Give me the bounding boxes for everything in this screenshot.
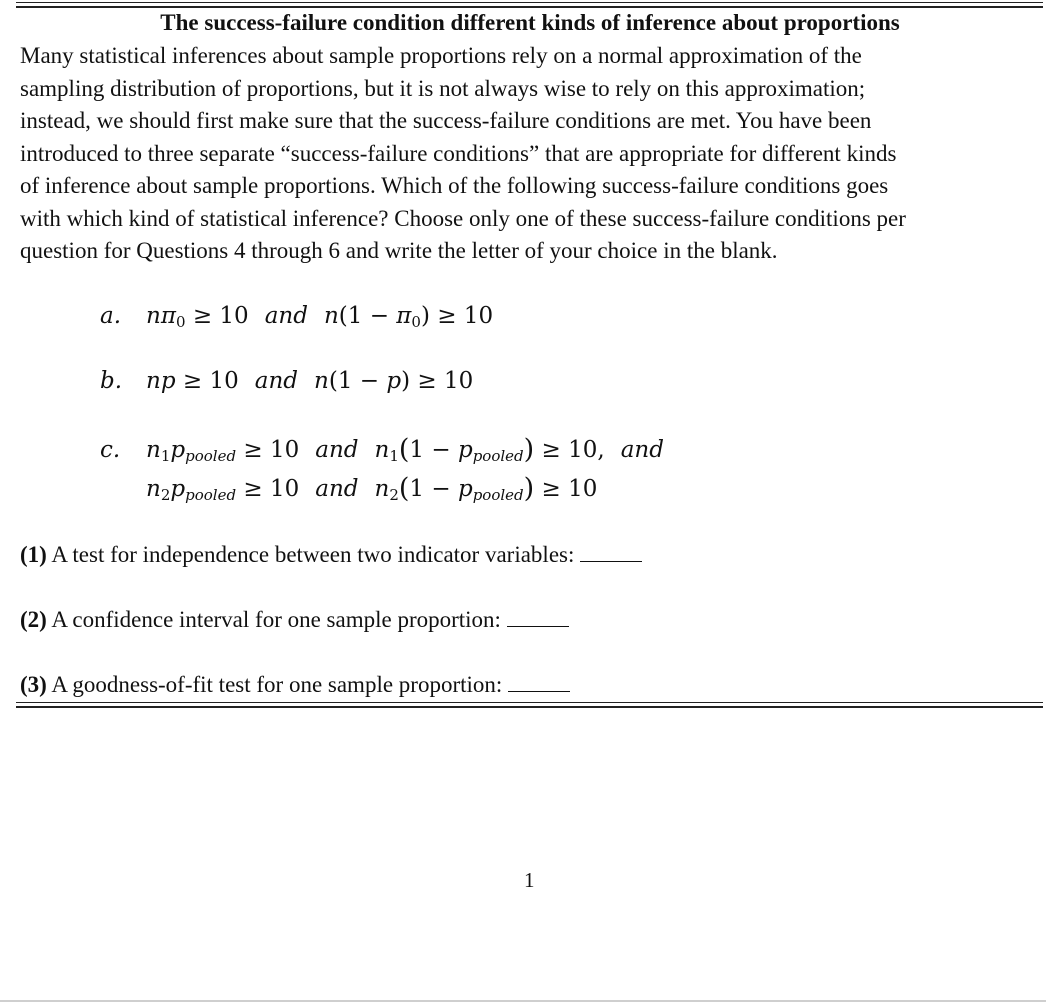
math-var-pi: π — [160, 303, 176, 329]
math-subscript: 1 — [389, 447, 399, 465]
question-2 — [20, 605, 569, 635]
math-number: 10 — [568, 476, 598, 502]
math-var-n: n — [314, 368, 329, 394]
math-var-n: n — [374, 476, 390, 502]
math-var-n: n — [374, 437, 390, 463]
math-geq: ≥ — [541, 476, 561, 502]
math-number: 1 — [409, 437, 425, 463]
math-number: 10 — [269, 476, 300, 502]
page-number: 1 — [524, 868, 535, 892]
paragraph-line: question for Questions 4 through 6 and write the letter of your choice in the blank. — [20, 238, 778, 263]
math-var-n: n — [323, 303, 339, 329]
top-double-rule — [16, 2, 1043, 8]
math-subscript-pooled: pooled — [472, 447, 524, 465]
math-geq: ≥ — [417, 368, 437, 394]
question-text: A test for independence between two indicator variables: — [51, 542, 575, 567]
question-1 — [20, 540, 642, 570]
math-geq: ≥ — [243, 437, 263, 463]
math-and: and — [264, 303, 308, 329]
math-subscript: 0 — [411, 313, 421, 331]
math-var-p: p — [170, 476, 186, 502]
option-c-line-1: c. $n_1p_{pooled} \ge 10$ and $n_1(1 - p_{pooled}) \ge 10$, and — [100, 434, 664, 465]
math-and: and — [315, 437, 359, 463]
option-b: b. np ≥ 10 and n(1 − p) ≥ 10 — [100, 368, 474, 394]
math-var-p: p — [160, 368, 176, 394]
math-and: and — [620, 437, 664, 463]
math-number: 10 — [463, 303, 494, 329]
math-and: and — [315, 476, 359, 502]
instructions-paragraph — [20, 40, 1042, 268]
question-number: (1) — [20, 542, 47, 567]
paragraph-line: with which kind of statistical inference? Choose only one of these success-failure conditions per — [20, 205, 906, 231]
math-number: 1 — [347, 303, 363, 329]
math-geq: ≥ — [243, 476, 263, 502]
answer-blank[interactable] — [580, 541, 642, 562]
math-subscript-pooled: pooled — [185, 486, 237, 504]
option-c-line-2: $n_2p_{pooled} \ge 10$ and $n_2(1 - p_{pooled}) \ge 10$ — [146, 473, 598, 504]
math-number: 1 — [409, 476, 425, 502]
question-number: (2) — [20, 607, 47, 632]
math-geq: ≥ — [192, 303, 213, 329]
paragraph-line: instead, we should first make sure that the success-failure conditions are met. You have been — [20, 108, 872, 133]
answer-blank[interactable] — [507, 606, 569, 627]
answer-blank[interactable] — [508, 671, 570, 692]
question-text: A goodness-of-fit test for one sample proportion: — [51, 672, 503, 697]
math-geq: ≥ — [182, 368, 203, 394]
question-number: (3) — [20, 672, 47, 697]
math-geq: ≥ — [541, 437, 561, 463]
math-subscript: 2 — [160, 486, 171, 504]
math-and: and — [254, 368, 298, 394]
math-number: 10 — [568, 437, 598, 463]
math-var-p: p — [170, 437, 186, 463]
math-minus: − — [359, 368, 380, 394]
math-minus: − — [369, 303, 389, 329]
section-end-double-rule — [16, 702, 1043, 708]
math-number: 10 — [209, 368, 239, 394]
option-a-letter: a. — [100, 303, 122, 329]
option-a: a. $n\pi_0 \ge 10$ and $n(1 - \pi_0) \ge 10$ — [100, 303, 494, 331]
paragraph-line: introduced to three separate “success-failure conditions” that are appropriate for different kinds — [20, 140, 897, 166]
math-var-p: p — [457, 437, 473, 463]
question-3 — [20, 670, 570, 700]
math-var-p: p — [386, 368, 402, 394]
math-var-pi: π — [396, 303, 412, 329]
math-subscript-pooled: pooled — [472, 486, 524, 504]
math-subscript: 2 — [389, 486, 399, 504]
math-geq: ≥ — [437, 303, 457, 329]
math-number: 1 — [337, 368, 353, 394]
paragraph-line: of inference about sample proportions. Which of the following success-failure conditions goes — [20, 173, 889, 198]
math-var-n: n — [146, 437, 161, 463]
page-bottom-edge — [0, 1000, 1046, 1002]
math-subscript: 0 — [175, 313, 186, 331]
math-number: 10 — [269, 437, 300, 463]
math-subscript-pooled: pooled — [185, 447, 237, 465]
math-number: 10 — [443, 368, 474, 394]
option-c-letter: c. — [100, 437, 121, 463]
math-var-n: n — [146, 476, 161, 502]
math-var-p: p — [457, 476, 473, 502]
math-var-n: n — [146, 368, 161, 394]
math-comma: , — [597, 437, 605, 463]
paragraph-line: sampling distribution of proportions, but it is not always wise to rely on this approximation; — [20, 75, 866, 101]
paragraph-line: Many statistical inferences about sample proportions rely on a normal approximation of the — [20, 43, 862, 68]
question-text: A confidence interval for one sample proportion: — [51, 607, 501, 632]
math-subscript: 1 — [160, 447, 171, 465]
math-minus: − — [431, 476, 451, 502]
math-minus: − — [431, 437, 451, 463]
math-var-n: n — [146, 303, 161, 329]
page-title: The success-failure condition different kinds of inference about proportions — [160, 10, 900, 35]
option-b-letter: b. — [100, 368, 123, 394]
math-number: 10 — [219, 303, 249, 329]
